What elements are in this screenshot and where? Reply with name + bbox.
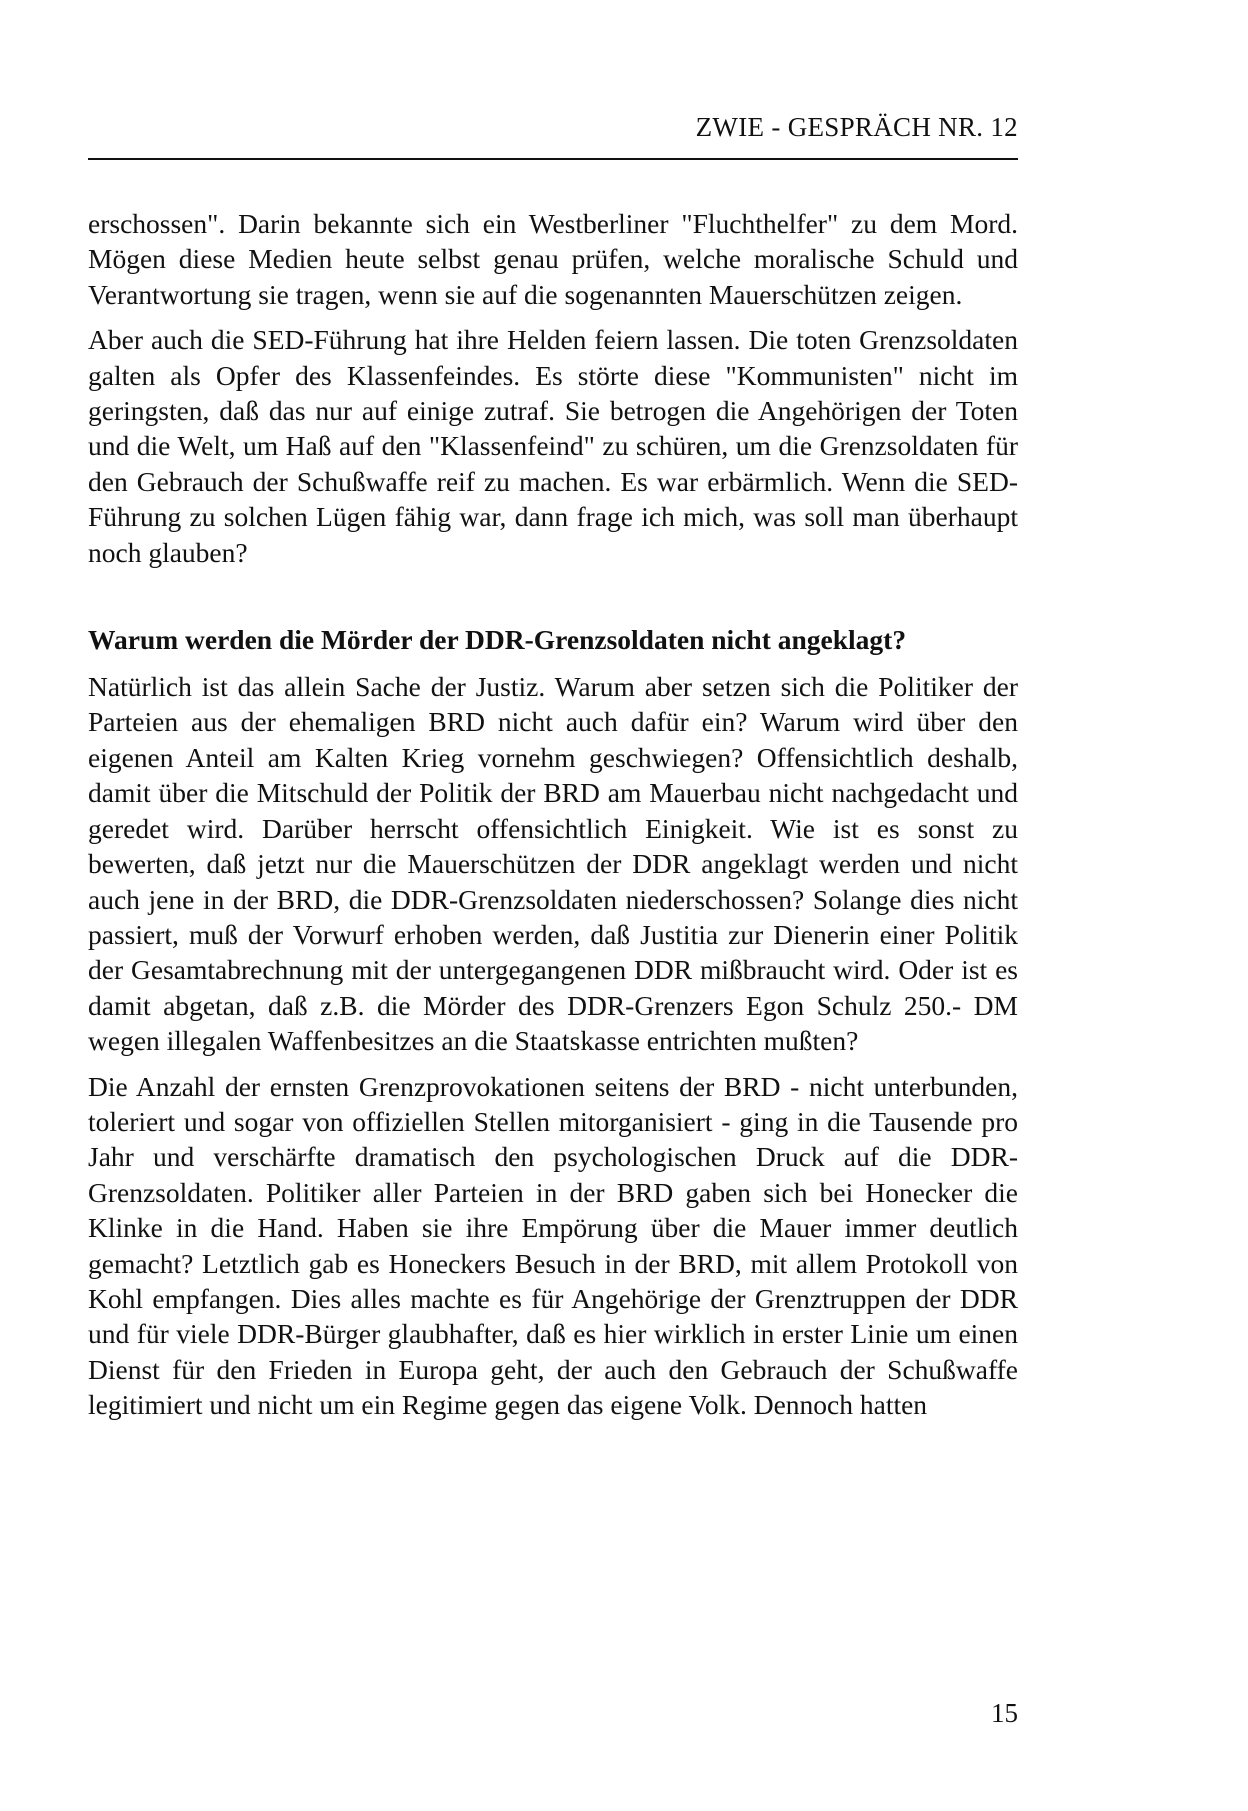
- body-text: [88, 206, 1018, 1433]
- running-header: ZWIE - GESPRÄCH NR. 12: [695, 112, 1018, 142]
- paragraph: Die Anzahl der ernsten Grenzprovokationen seitens der BRD - nicht unterbunden, toleriert und sogar von offiziellen Stellen mitorganisiert - ging in die Tausende pro Jahr und verschärfte dramatisch den psychologischen Druck auf die DDR-Grenzsoldaten. Politiker aller Parteien in der BRD gaben sich bei Honecker die Klinke in die Hand. Haben sie ihre Empörung über die Mauer immer deutlich gemacht? Letztlich gab es Honeckers Besuch in der BRD, mit allem Protokoll von Kohl empfangen. Dies alles machte es für Angehörige der Grenztruppen der DDR und für viele DDR-Bürger glaubhafter, daß es hier wirklich in erster Linie um einen Dienst für den Frieden in Europa geht, der auch den Gebrauch der Schußwaffe legitimiert und nicht um ein Regime gegen das eigene Volk. Dennoch hatten: [88, 1070, 1018, 1421]
- paragraph: Natürlich ist das allein Sache der Justiz. Warum aber setzen sich die Politiker der Parteien aus der ehemaligen BRD nicht auch dafür ein? Warum wird über den eigenen Anteil am Kalten Krieg vornehm geschwiegen? Offensichtlich deshalb, damit über die Mitschuld der Politik der BRD am Mauerbau nicht nachgedacht und geredet wird. Darüber herrscht offensichtlich Einigkeit. Wie ist es sonst zu bewerten, daß jetzt nur die Mauerschützen der DDR angeklagt werden und nicht auch jene in der BRD, die DDR-Grenzsoldaten niederschossen? Solange dies nicht passiert, muß der Vorwurf erhoben werden, daß Justitia zur Dienerin einer Politik der Gesamtabrechnung mit der untergegangenen DDR mißbraucht wird. Oder ist es damit abgetan, daß z.B. die Mörder des DDR-Grenzers Egon Schulz 250.- DM wegen illegalen Waffenbesitzes an die Staatskasse entrichten mußten?: [88, 671, 1018, 1057]
- page-number: 15: [991, 1698, 1018, 1728]
- header-divider: [88, 158, 1018, 160]
- paragraph: erschossen". Darin bekannte sich ein Westberliner "Fluchthelfer" zu dem Mord. Mögen diese Medien heute selbst genau prüfen, welche moralische Schuld und Verantwortung sie tragen, wenn sie auf die sogenannten Mauerschützen zeigen.: [88, 208, 1018, 310]
- document-page: [88, 0, 1018, 1811]
- section-heading: Warum werden die Mörder der DDR-Grenzsoldaten nicht angeklagt?: [88, 624, 907, 656]
- paragraph: Aber auch die SED-Führung hat ihre Helden feiern lassen. Die toten Grenzsoldaten galten als Opfer des Klassenfeindes. Es störte diese "Kommunisten" nicht im geringsten, daß das nur auf einige zutraf. Sie betrogen die Angehörigen der Toten und die Welt, um Haß auf den "Klassenfeind" zu schüren, um die Grenzsoldaten für den Gebrauch der Schußwaffe reif zu machen. Es war erbärmlich. Wenn die SED-Führung zu solchen Lügen fähig war, dann frage ich mich, was soll man überhaupt noch glauben?: [88, 324, 1018, 568]
